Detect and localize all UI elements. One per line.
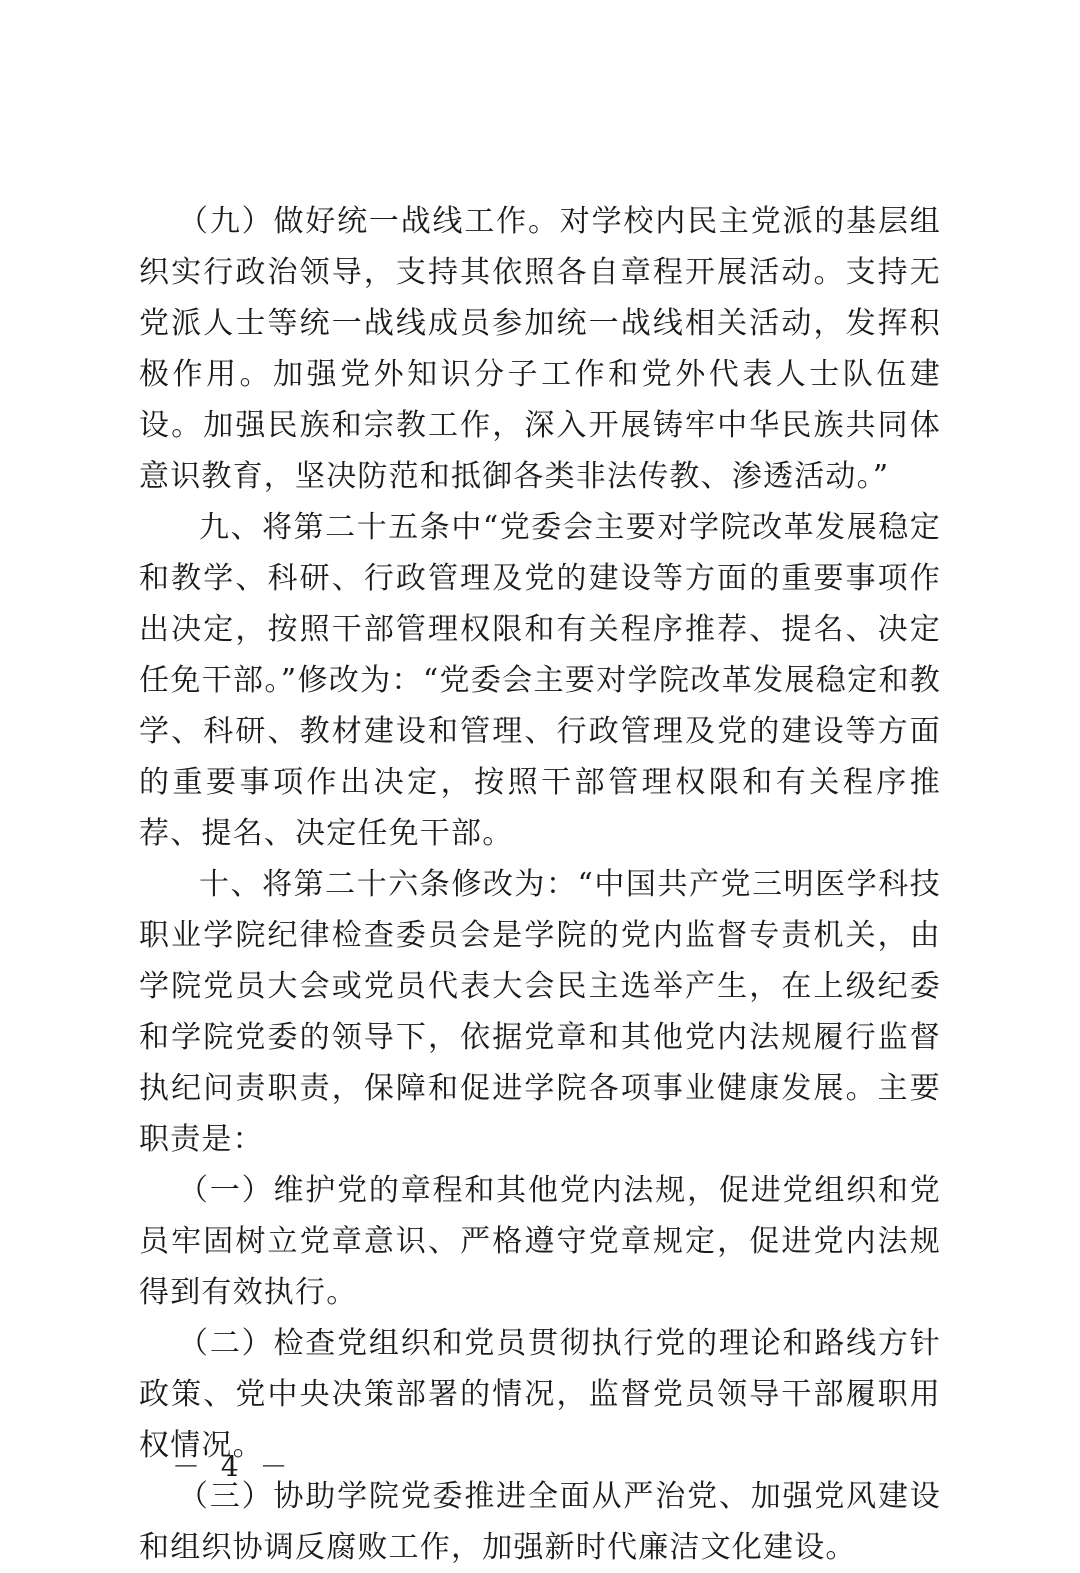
paragraph-duty-1: （一）维护党的章程和其他党内法规，促进党组织和党员牢固树立党章意识、严格遵守党章规定，促进党内法规得到有效执行。 (139, 1173, 941, 1310)
paragraph-duty-2: （二）检查党组织和党员贯彻执行党的理论和路线方针政策、党中央决策部署的情况，监督党员领导干部履职用权情况。 (139, 1326, 941, 1463)
paragraph-item-9-united-front: （九）做好统一战线工作。对学校内民主党派的基层组织实行政治领导，支持其依照各自章程开展活动。支持无党派人士等统一战线成员参加统一战线相关活动，发挥积极作用。加强党外知识分子工作和党外代表人士队伍建设。加强民族和宗教工作，深入开展铸牢中华民族共同体意识教育，坚决防范和抵御各类非法传教、渗透活动。” (139, 204, 941, 494)
paragraph-amendment-10: 十、将第二十六条修改为：“中国共产党三明医学科技职业学院纪律检查委员会是学院的党内监督专责机关，由学院党员大会或党员代表大会民主选举产生，在上级纪委和学院党委的领导下，依据党章和其他党内法规履行监督执纪问责职责，保障和促进学院各项事业健康发展。主要职责是： (139, 867, 941, 1157)
paragraph-duty-3: （三）协助学院党委推进全面从严治党、加强党风建设和组织协调反腐败工作，加强新时代廉洁文化建设。 (139, 1479, 941, 1565)
page-number: － 4 － (172, 1450, 294, 1483)
document-body (139, 196, 941, 1573)
paragraph-amendment-9: 九、将第二十五条中“党委会主要对学院改革发展稳定和教学、科研、行政管理及党的建设等方面的重要事项作出决定，按照干部管理权限和有关程序推荐、提名、决定任免干部。”修改为：“党委会主要对学院改革发展稳定和教学、科研、教材建设和管理、行政管理及党的建设等方面的重要事项作出决定，按照干部管理权限和有关程序推荐、提名、决定任免干部。 (139, 510, 941, 851)
